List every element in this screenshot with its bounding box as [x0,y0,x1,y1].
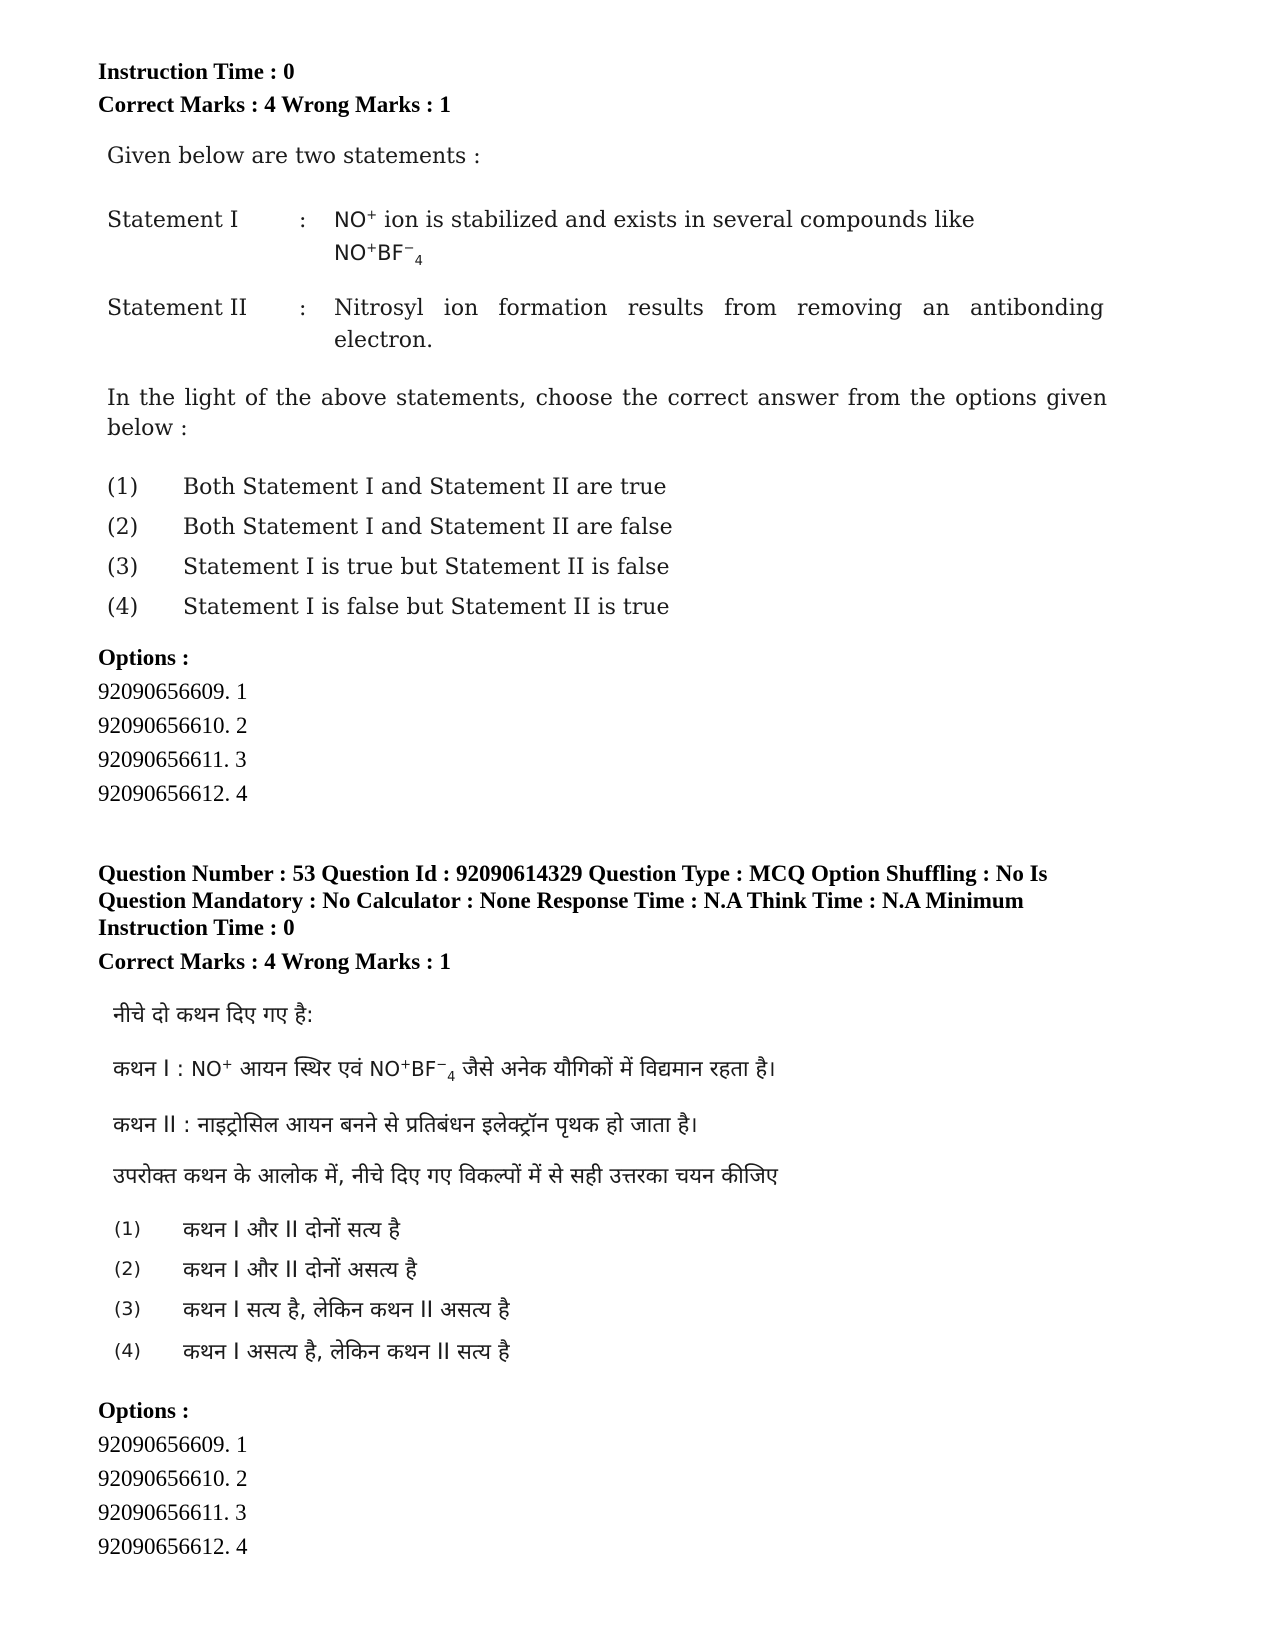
options-title: Options : [98,1398,190,1423]
question-prompt: In the light of the above statements, choose the correct answer from the options given below : [107,386,1107,441]
question-intro-hindi: नीचे दो कथन दिए गए है: [113,1003,314,1028]
question-intro: Given below are two statements : [107,144,481,169]
statement-1-hindi: कथन I : NO+ आयन स्थिर एवं $NO^+BF^-_4$ जैसे अनेक यौगिकों में विद्यमान रहता है। [113,1057,776,1085]
choice-number: (1) [107,475,139,500]
choice-text: कथन I सत्य है, लेकिन कथन II असत्य है [183,1298,510,1323]
choice-number: (2) [114,1258,141,1280]
choice-number: (3) [114,1298,141,1320]
question-meta-line: Question Mandatory : No Calculator : None Response Time : N.A Think Time : N.A Minimum [98,888,1024,913]
chem-no-plus: NO+ [334,208,378,232]
question-prompt-hindi: उपरोक्त कथन के आलोक में, नीचे दिए गए विकल्पों में से सही उत्तरका चयन कीजिए [113,1164,778,1189]
statement-1-text: NO+ ion is stabilized and exists in several compounds like $NO^+BF^-_4$ [334,208,975,270]
statement-2-colon: : [299,296,307,321]
option-item: 92090656609. 1 [98,679,248,704]
statement-2-label: Statement II [107,296,248,321]
choice-number: (4) [114,1340,141,1362]
choice-text: Both Statement I and Statement II are false [183,515,673,540]
statement-1-label: Statement I [107,208,239,233]
choice-number: (2) [107,515,139,540]
option-item: 92090656612. 4 [98,1534,248,1559]
statement-2-text: Nitrosyl ion formation results from removing an antibonding electron. [334,296,1104,353]
choice-number: (1) [114,1218,141,1240]
choice-text: Statement I is false but Statement II is true [183,595,670,620]
option-item: 92090656610. 2 [98,1466,248,1491]
marks-info: Correct Marks : 4 Wrong Marks : 1 [98,92,451,117]
choice-text: Statement I is true but Statement II is false [183,555,670,580]
options-title: Options : [98,645,190,670]
marks-info: Correct Marks : 4 Wrong Marks : 1 [98,949,451,974]
choice-number: (4) [107,595,139,620]
choice-text: कथन I असत्य है, लेकिन कथन II सत्य है [183,1340,510,1365]
statement-2-hindi: कथन II : नाइट्रोसिल आयन बनने से प्रतिबंधन इलेक्ट्रॉन पृथक हो जाता है। [113,1113,698,1138]
option-item: 92090656609. 1 [98,1432,248,1457]
option-item: 92090656612. 4 [98,781,248,806]
chem-no-bf4: $NO^+BF^-_4$ [334,241,423,270]
question-meta-line: Question Number : 53 Question Id : 92090614329 Question Type : MCQ Option Shuffling : No Is [98,861,1048,886]
statement-1-colon: : [299,208,307,233]
question-meta-line: Instruction Time : 0 [98,915,295,940]
option-item: 92090656611. 3 [98,747,247,772]
choice-text: Both Statement I and Statement II are true [183,475,667,500]
choice-number: (3) [107,555,139,580]
instruction-time: Instruction Time : 0 [98,59,295,84]
choice-text: कथन I और II दोनों सत्य है [183,1218,401,1243]
option-item: 92090656611. 3 [98,1500,247,1525]
choice-text: कथन I और II दोनों असत्य है [183,1258,417,1283]
option-item: 92090656610. 2 [98,713,248,738]
